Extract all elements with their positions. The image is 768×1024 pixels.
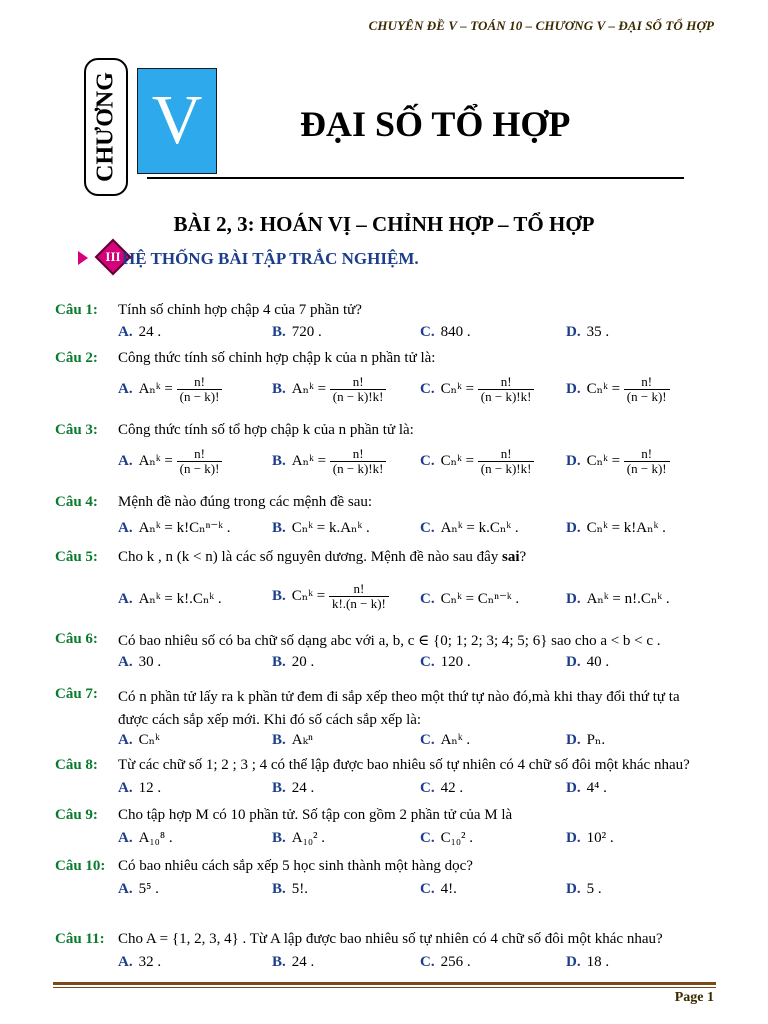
option-value: 5⁵ . [138,881,159,897]
option-letter: A. [118,732,133,748]
option-b[interactable] [272,654,314,671]
option-value: Aₙᵏ = k.Cₙᵏ . [440,520,519,536]
question-text [118,549,718,566]
main-title: ĐẠI SỐ TỔ HỢP [300,104,571,144]
question-number: Câu 4: [55,494,98,510]
option-letter: B. [272,954,286,970]
option-value: 40 . [586,654,610,670]
option-d[interactable] [566,518,666,537]
option-b[interactable] [272,881,308,898]
option-value: 12 . [138,780,162,796]
option-value: Cₙᵏ [138,732,160,748]
option-b[interactable] [272,780,314,797]
fraction [478,375,535,405]
question-text [118,757,718,774]
option-a[interactable] [118,324,161,341]
question-text [118,686,718,732]
question-text-line: Có bao nhiêu cách sắp xếp 5 học sinh thành một hàng dọc? [118,858,473,874]
option-a[interactable] [118,447,222,477]
option-c[interactable] [420,375,534,405]
option-letter: C. [420,520,435,536]
option-c[interactable] [420,730,470,749]
formula-lhs: Cₙᵏ = [586,453,621,470]
option-a[interactable] [118,881,159,898]
fraction-denominator: (n − k)! [626,389,667,405]
option-letter: C. [420,381,435,398]
option-value: Cₙᵏ = k!Aₙᵏ . [586,520,666,536]
question-text-line: Cho tập hợp M có 10 phần tử. Số tập con gồm 2 phần tử của M là [118,807,513,823]
option-letter: C. [420,954,435,970]
section-title: HỆ THỐNG BÀI TẬP TRẮC NGHIỆM. [122,249,419,268]
fraction-numerator: n! [330,447,387,462]
fraction-numerator: n! [329,582,389,597]
fraction-denominator: (n − k)! [179,389,220,405]
formula-lhs: Cₙᵏ = [586,381,621,398]
question-number: Câu 5: [55,549,98,565]
option-letter: A. [118,830,133,846]
option-d[interactable] [566,589,670,608]
question-number: Câu 10: [55,858,106,874]
formula-lhs: Aₙᵏ = [291,453,327,470]
option-value: 24 . [291,954,315,970]
option-letter: B. [272,654,286,670]
option-value: Aₙᵏ = k!Cₙⁿ⁻ᵏ . [138,520,231,536]
option-letter: C. [420,830,435,846]
option-letter: C. [420,591,435,607]
option-letter: A. [118,954,133,970]
option-letter: A. [118,520,133,536]
option-value: 35 . [586,324,610,340]
option-d[interactable] [566,654,609,671]
option-value: 5 . [586,881,602,897]
question-text-line: Từ các chữ số 1; 2 ; 3 ; 4 có thể lập được bao nhiêu số tự nhiên có 4 chữ số đôi một khác nhau? [118,757,690,773]
fraction-numerator: n! [330,375,387,390]
question-text-line: Có bao nhiêu số có ba chữ số dạng abc với a, b, c ∈ {0; 1; 2; 3; 4; 5; 6} sao cho a < b < c . [118,633,661,649]
option-c[interactable] [420,780,463,797]
option-c[interactable] [420,830,473,847]
option-letter: B. [272,453,286,470]
option-a[interactable] [118,730,160,749]
option-letter: C. [420,732,435,748]
option-letter: D. [566,830,581,846]
fraction-denominator: (n − k)! [626,461,667,477]
option-letter: C. [420,780,435,796]
fraction-numerator: n! [624,447,670,462]
option-d[interactable] [566,830,614,847]
option-letter: B. [272,381,286,398]
option-b[interactable] [272,375,386,405]
section-badge-text: III [105,249,121,264]
option-letter: A. [118,881,133,897]
option-a[interactable] [118,518,230,537]
option-a[interactable] [118,830,173,847]
question-text-line: được cách sắp xếp mới. Khi đó số cách sắp xếp là: [118,712,422,728]
option-c[interactable] [420,954,471,971]
option-c[interactable] [420,447,534,477]
formula-lhs: Aₙᵏ = [291,381,327,398]
option-value: 32 . [138,954,162,970]
question-text [118,302,718,319]
option-value: 24 . [138,324,162,340]
fraction [624,447,670,477]
option-d[interactable] [566,324,609,341]
fraction-numerator: n! [177,375,223,390]
fraction-numerator: n! [478,375,535,390]
option-value: 120 . [440,654,471,670]
option-letter: B. [272,732,286,748]
option-letter: A. [118,381,133,398]
option-letter: D. [566,453,581,470]
lesson-title: BÀI 2, 3: HOÁN VỊ – CHỈNH HỢP – TỔ HỢP [173,212,595,236]
footer-divider [53,982,716,985]
option-letter: B. [272,881,286,897]
option-letter: D. [566,520,581,536]
page-header: CHUYÊN ĐỀ V – TOÁN 10 – CHƯƠNG V – ĐẠI SỐ TỔ HỢP [368,18,714,33]
question-text [118,931,718,948]
option-letter: D. [566,381,581,398]
option-value: 840 . [440,324,471,340]
option-letter: D. [566,954,581,970]
option-letter: D. [566,324,581,340]
option-letter: C. [420,324,435,340]
option-letter: A. [118,780,133,796]
option-letter: C. [420,453,435,470]
option-b[interactable] [272,582,389,612]
option-a[interactable] [118,780,161,797]
title-divider [147,177,684,179]
chapter-number-box [137,68,217,174]
question-number: Câu 2: [55,350,98,366]
option-letter: D. [566,591,581,607]
formula-lhs: Cₙᵏ = [440,381,475,398]
option-d[interactable] [566,730,605,749]
fraction-denominator: (n − k)!k! [480,389,532,405]
fraction-denominator: k!.(n − k)! [331,596,386,612]
option-b[interactable] [272,324,322,341]
fraction [330,447,387,477]
option-letter: A. [118,654,133,670]
question-text [118,422,718,439]
option-d[interactable] [566,375,670,405]
option-letter: C. [420,881,435,897]
option-value: C₁₀² . [440,830,474,846]
question-number: Câu 11: [55,931,105,947]
option-letter: D. [566,654,581,670]
option-letter: A. [118,591,133,607]
question-number: Câu 7: [55,686,98,702]
option-value: Aₙᵏ = n!.Cₙᵏ . [586,591,670,607]
fraction-numerator: n! [177,447,223,462]
question-number: Câu 8: [55,757,98,773]
question-text [118,494,718,511]
formula-lhs: Cₙᵏ = [291,588,326,605]
option-letter: A. [118,324,133,340]
option-letter: D. [566,881,581,897]
question-text [118,807,718,824]
question-number: Câu 1: [55,302,98,318]
fraction [330,375,387,405]
question-text-line: Công thức tính số tổ hợp chập k của n phần tử là: [118,422,414,438]
question-number: Câu 9: [55,807,98,823]
question-text [118,350,718,367]
option-letter: D. [566,780,581,796]
chapter-label-box [84,58,128,196]
fraction-denominator: (n − k)!k! [332,461,384,477]
option-value: A₁₀² . [291,830,326,846]
option-b[interactable] [272,518,370,537]
option-letter: B. [272,830,286,846]
option-a[interactable] [118,375,222,405]
question-text-emphasis: sai [502,549,520,565]
option-value: 20 . [291,654,315,670]
option-c[interactable] [420,324,471,341]
option-letter: C. [420,654,435,670]
option-b[interactable] [272,730,313,749]
chapter-numeral: V [151,82,203,159]
option-letter: B. [272,520,286,536]
question-text-line: Có n phần tử lấy ra k phần tử đem đi sắp xếp theo một thứ tự nào đó,mà khi thay đổi thứ tự ta [118,689,680,705]
question-number: Câu 6: [55,631,98,647]
question-text [118,858,718,875]
section-arrow-icon [78,251,88,265]
option-value: 30 . [138,654,162,670]
chapter-word: CHƯƠNG [92,72,119,182]
formula-lhs: Aₙᵏ = [138,381,173,398]
footer-divider-thin [53,987,716,988]
option-value: Pₙ. [586,732,606,748]
question-text-line: Cho A = {1, 2, 3, 4} . Từ A lập được bao nhiêu số tự nhiên có 4 chữ số đôi một khác nhau? [118,931,663,947]
option-value: 18 . [586,954,610,970]
option-c[interactable] [420,518,519,537]
option-letter: D. [566,732,581,748]
fraction-denominator: (n − k)!k! [332,389,384,405]
formula-lhs: Aₙᵏ = [138,453,173,470]
option-a[interactable] [118,589,222,608]
question-text-part: Cho k , n (k < n) là các số nguyên dương. Mệnh đề nào sau đây [118,549,503,565]
fraction [478,447,535,477]
option-a[interactable] [118,654,161,671]
option-value: Aₖⁿ [291,732,313,748]
option-value: 10² . [586,830,614,846]
fraction-numerator: n! [624,375,670,390]
fraction [329,582,389,612]
fraction [177,375,223,405]
fraction-denominator: (n − k)! [179,461,220,477]
question-text-line: Công thức tính số chỉnh hợp chập k của n phần tử là: [118,350,436,366]
option-letter: B. [272,588,286,605]
option-c[interactable] [420,654,471,671]
option-value: Aₙᵏ . [440,732,471,748]
formula-lhs: Cₙᵏ = [440,453,475,470]
option-value: A₁₀⁸ . [138,830,173,846]
option-value: 256 . [440,954,471,970]
page-number: Page 1 [674,990,714,1005]
question-text [118,631,718,650]
question-text-line: Tính số chỉnh hợp chập 4 của 7 phần tử? [118,302,362,318]
option-d[interactable] [566,447,670,477]
option-b[interactable] [272,954,314,971]
fraction-numerator: n! [478,447,535,462]
option-value: 720 . [291,324,322,340]
option-c[interactable] [420,881,457,898]
option-d[interactable] [566,780,607,797]
option-d[interactable] [566,954,609,971]
option-value: Cₙᵏ = k.Aₙᵏ . [291,520,370,536]
option-value: 4⁴ . [586,780,607,796]
option-d[interactable] [566,881,602,898]
option-value: 4!. [440,881,457,897]
option-letter: B. [272,324,286,340]
option-value: 5!. [291,881,309,897]
option-b[interactable] [272,447,386,477]
option-letter: B. [272,780,286,796]
option-value: Aₙᵏ = k!.Cₙᵏ . [138,591,222,607]
option-value: 42 . [440,780,464,796]
option-value: Cₙᵏ = Cₙⁿ⁻ᵏ . [440,591,520,607]
option-c[interactable] [420,589,519,608]
option-a[interactable] [118,954,161,971]
option-value: 24 . [291,780,315,796]
question-text-part: ? [519,549,527,565]
fraction-denominator: (n − k)!k! [480,461,532,477]
fraction [624,375,670,405]
fraction [177,447,223,477]
question-text-line: Mệnh đề nào đúng trong các mệnh đề sau: [118,494,373,510]
question-number: Câu 3: [55,422,98,438]
option-b[interactable] [272,830,325,847]
option-letter: A. [118,453,133,470]
